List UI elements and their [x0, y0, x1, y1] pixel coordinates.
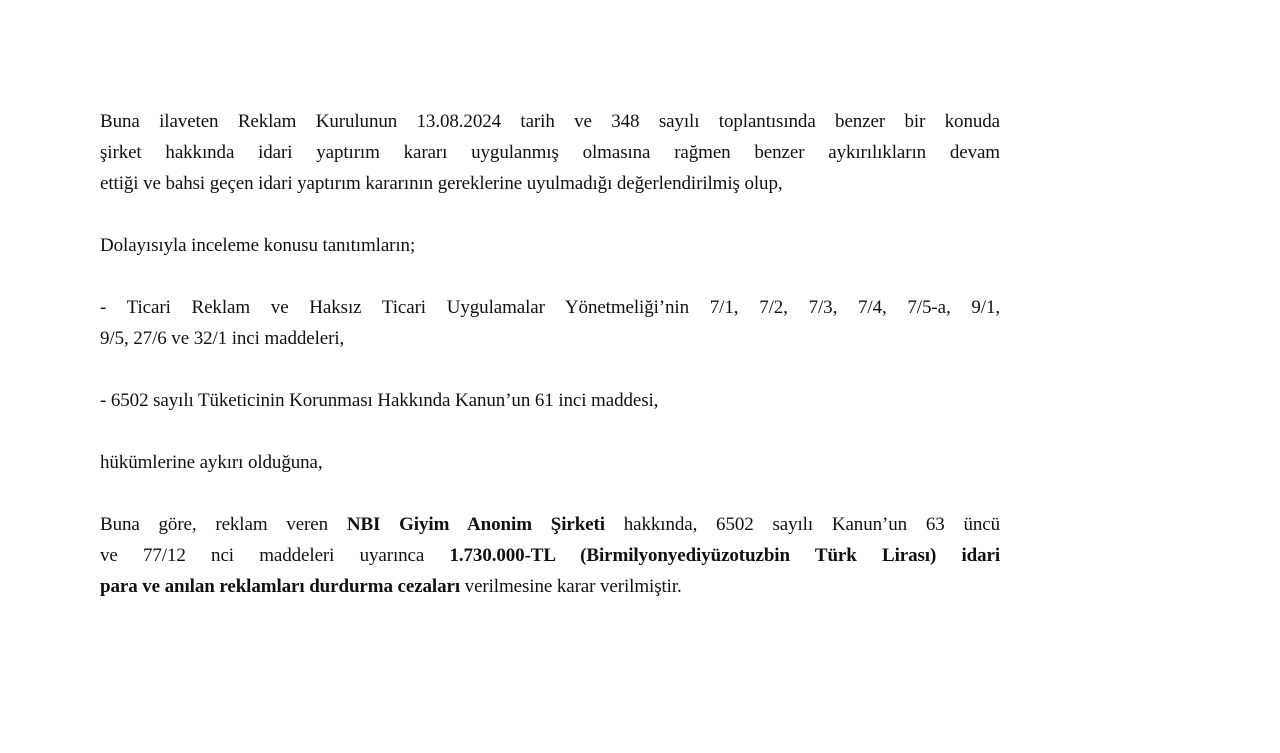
text-line: Dolayısıyla inceleme konusu tanıtımların;: [100, 235, 416, 256]
paragraph-previous-decision: [100, 106, 1000, 199]
text-line: şirket hakkında idari yaptırım kararı uygulanmış olmasına rağmen benzer aykırılıkların devam: [100, 142, 1000, 163]
text-segment: verilmesine karar verilmiştir.: [460, 576, 682, 597]
paragraph-conclusion-intro: [100, 230, 1000, 261]
paragraph-spacer: [100, 416, 1000, 447]
text-line: - 6502 sayılı Tüketicinin Korunması Hakkında Kanun’un 61 inci maddesi,: [100, 390, 659, 411]
text-segment: Buna göre, reklam veren: [100, 514, 347, 535]
company-name: NBI Giyim Anonim Şirketi: [346, 514, 605, 535]
paragraph-spacer: [100, 478, 1000, 509]
text-segment: hakkında, 6502 sayılı Kanun’un 63 üncü: [604, 514, 1000, 535]
document-body: [100, 106, 1000, 602]
penalty-amount: 1.730.000-TL (Birmilyonyediyüzotuzbin Türk Lirası) idari: [449, 545, 1001, 566]
text-line: [100, 509, 1000, 540]
paragraph-spacer: [100, 261, 1000, 292]
text-line: hükümlerine aykırı olduğuna,: [100, 452, 323, 473]
text-line: [100, 571, 1000, 602]
text-line: - Ticari Reklam ve Haksız Ticari Uygulamalar Yönetmeliği’nin 7/1, 7/2, 7/3, 7/4, 7/5-a, 9/1,: [100, 297, 1000, 318]
paragraph-violation: [100, 447, 1000, 478]
paragraph-spacer: [100, 354, 1000, 385]
penalty-type: para ve anılan reklamları durdurma cezaları: [100, 576, 461, 597]
text-line: ettiği ve bahsi geçen idari yaptırım kararının gereklerine uyulmadığı değerlendirilmiş olup,: [100, 173, 783, 194]
text-line: [100, 540, 1000, 571]
paragraph-regulation-articles: [100, 292, 1000, 354]
text-line: 9/5, 27/6 ve 32/1 inci maddeleri,: [100, 328, 345, 349]
paragraph-penalty-decision: [100, 509, 1000, 602]
text-line: Buna ilaveten Reklam Kurulunun 13.08.2024 tarih ve 348 sayılı toplantısında benzer bir konuda: [100, 111, 1000, 132]
paragraph-law-article: [100, 385, 1000, 416]
paragraph-spacer: [100, 199, 1000, 230]
text-segment: ve 77/12 nci maddeleri uyarınca: [100, 545, 450, 566]
